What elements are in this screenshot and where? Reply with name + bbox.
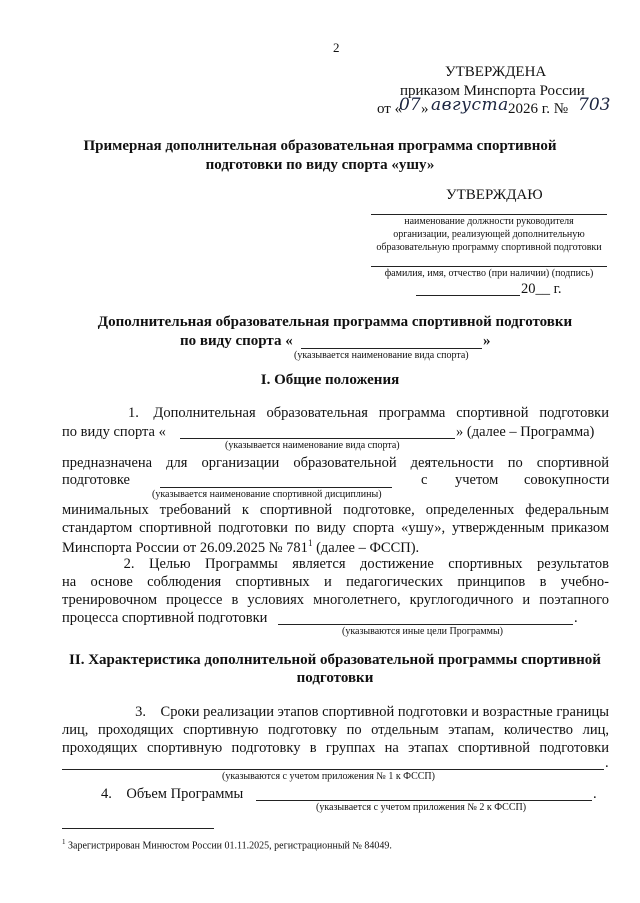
position-line	[371, 214, 607, 215]
p4-prefix: 4. Объем Программы	[101, 786, 244, 802]
approval-line: приказом Минспорта России	[400, 83, 585, 99]
p1-line6: стандартом спортивной подготовки по виду спорта «ушу», утвержденным приказом	[62, 520, 609, 536]
approve-year: 20__ г.	[521, 281, 562, 297]
doc-title-line1: Примерная дополнительная образовательная программа спортивной	[83, 138, 557, 154]
approval-number-handwritten: 703	[578, 95, 611, 115]
p4-suffix: .	[593, 786, 597, 802]
p3-caption: (указываются с учетом приложения № 1 к ФССП)	[222, 771, 435, 782]
approval-year: 2026 г. №	[508, 101, 569, 117]
p2-line2: на основе соблюдения спортивных и педагогических принципов в учебно-	[62, 574, 609, 590]
p2-line4-prefix: процесса спортивной подготовки	[62, 610, 268, 626]
signature-line	[371, 266, 607, 267]
approve-caption1-l3: образовательную программу спортивной подготовки	[376, 242, 602, 253]
p1-caption2: (указывается наименование спортивной дисциплины)	[152, 489, 382, 500]
p4-caption: (указывается с учетом приложения № 2 к ФССП)	[316, 802, 527, 813]
p3-line2: лиц, проходящих спортивную подготовку по отдельным этапам, количество лиц,	[62, 722, 609, 738]
footnote-text: Зарегистрирован Минюстом России 01.11.2025, регистрационный № 84049.	[65, 840, 392, 852]
discipline-field	[160, 487, 392, 488]
date-line	[416, 295, 520, 296]
p1-line7	[62, 538, 419, 557]
p2-line4-suffix: .	[574, 610, 578, 626]
p1-line2-suffix: » (далее – Программа)	[456, 424, 595, 440]
approval-date-mid: »	[421, 101, 429, 117]
p3-line4-suffix: .	[605, 755, 609, 771]
p1-caption1: (указывается наименование вида спорта)	[225, 440, 400, 451]
footnote-ref: 1	[307, 538, 313, 548]
program-title-line1: Дополнительная образовательная программа спортивной подготовки	[97, 314, 573, 330]
p1-line5: минимальных требований к спортивной подготовке, определенных федеральным	[62, 502, 609, 518]
p1-line4-mid2: учетом	[455, 472, 499, 488]
program-title-caption: (указывается наименование вида спорта)	[294, 350, 469, 361]
approve-heading: УТВЕРЖДАЮ	[446, 187, 543, 203]
approve-caption1-l2: организации, реализующей дополнительную	[393, 229, 585, 240]
p1-line4-suffix: совокупности	[524, 472, 610, 488]
page-number: 2	[333, 40, 340, 55]
approval-title: УТВЕРЖДЕНА	[445, 64, 547, 80]
section1-heading: I. Общие положения	[260, 372, 400, 388]
volume-field	[256, 800, 592, 801]
p1-line2-prefix: по виду спорта «	[62, 424, 166, 440]
approval-date-prefix: от «	[377, 101, 403, 117]
p1-line4-mid: с	[421, 472, 428, 488]
p2-caption: (указываются иные цели Программы)	[342, 626, 504, 637]
section2-heading-l2: подготовки	[296, 670, 374, 686]
sport-name-field	[180, 438, 455, 439]
footnote	[62, 838, 392, 851]
doc-title-line2: подготовки по виду спорта «ушу»	[205, 157, 435, 173]
p1-line4-prefix: подготовке	[62, 472, 130, 488]
other-goals-field	[278, 624, 573, 625]
footnote-mark: 1	[62, 838, 66, 846]
stages-field	[62, 769, 604, 770]
program-title-suffix: »	[483, 333, 491, 349]
p1-line3: предназначена для организации образовательной деятельности по спортивной	[62, 455, 609, 471]
p1-line1: 1. Дополнительная образовательная программа спортивной подготовки	[128, 405, 609, 421]
approve-caption1-l1: наименование должности руководителя	[404, 216, 574, 227]
section2-heading-l1: II. Характеристика дополнительной образовательной программы спортивной	[69, 652, 601, 668]
approval-day-handwritten: 07	[399, 95, 421, 115]
p2-line1: 2. Целью Программы является достижение спортивных результатов	[123, 556, 609, 572]
sport-name-line	[301, 348, 482, 349]
p3-line1: 3. Сроки реализации этапов спортивной подготовки и возрастные границы	[135, 704, 609, 720]
p1-line7-suffix: (далее – ФССП).	[312, 539, 420, 556]
p3-line3: проходящих спортивную подготовку в группах на этапах спортивной подготовки	[62, 740, 609, 756]
footnote-separator	[62, 828, 214, 829]
p1-line7-text: Минспорта России от 26.09.2025 № 781	[62, 539, 308, 556]
approval-month-handwritten: августа	[431, 95, 509, 115]
program-title-prefix: по виду спорта «	[180, 333, 293, 349]
p2-line3: тренировочном процессе в условиях многолетнего, круглогодичного и поэтапного	[62, 592, 609, 608]
approve-caption2: фамилия, имя, отчество (при наличии) (подпись)	[384, 268, 594, 279]
